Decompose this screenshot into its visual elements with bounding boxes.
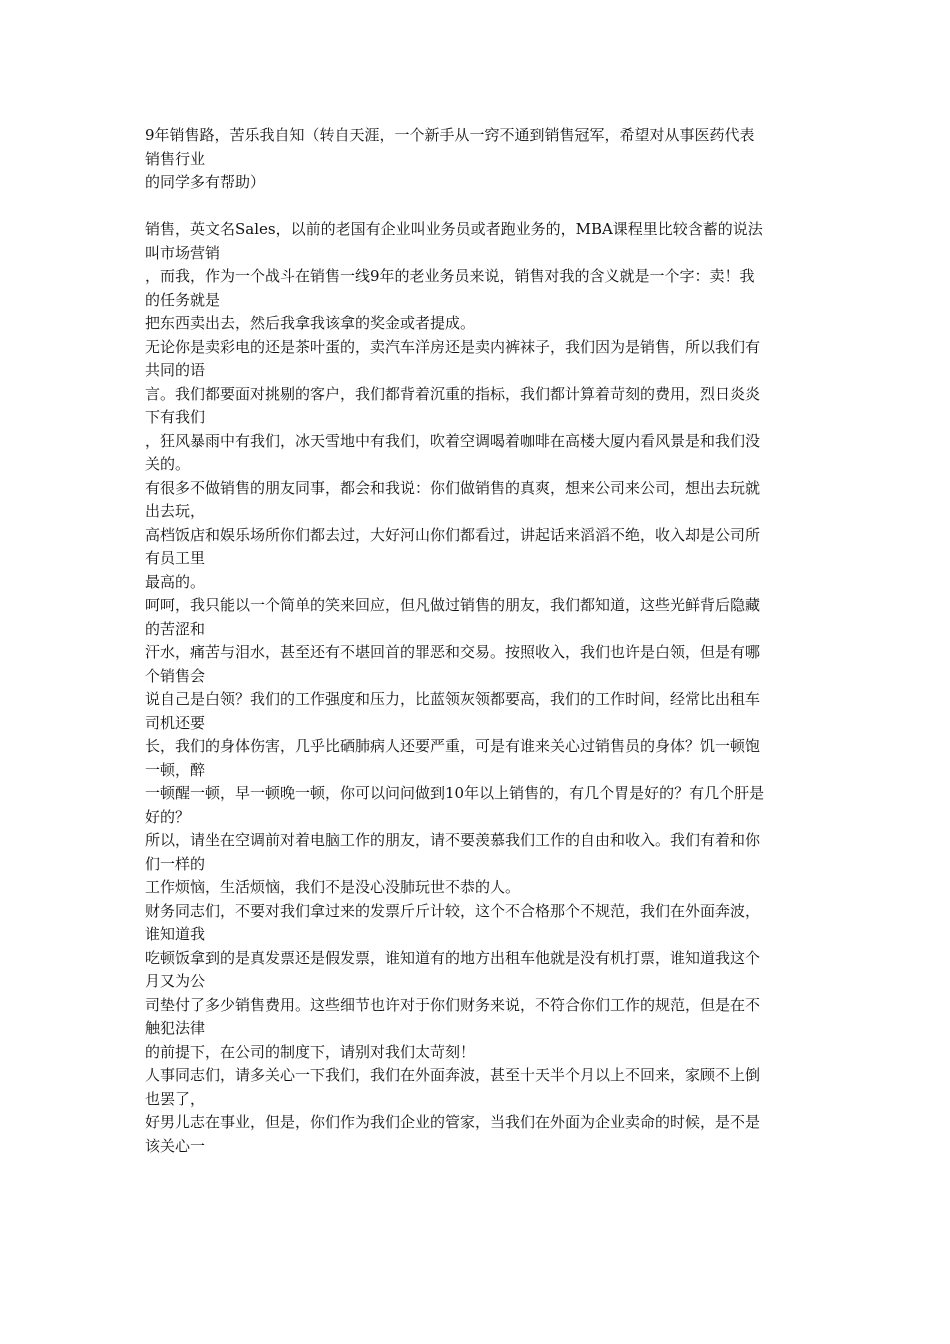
text-line: 触犯法律 [145, 1019, 206, 1037]
text-line: 谁知道我 [145, 925, 206, 943]
text-line: 吃顿饭拿到的是真发票还是假发票，谁知道有的地方出租车他就是没有机打票，谁知道我这个 [145, 948, 761, 967]
text-line: 出去玩， [145, 502, 206, 520]
text-line: 财务同志们，不要对我们拿过来的发票斤斤计较，这个不合格那个不规范，我们在外面奔波， [145, 901, 761, 920]
text-line: 该关心一 [145, 1136, 206, 1155]
title-line: 销售行业 [145, 149, 206, 168]
text-line: 长，我们的身体伤害，几乎比硒肺病人还要严重，可是有谁来关心过销售员的身体？饥一顿饱 [145, 737, 761, 755]
text-line: 也罢了， [145, 1089, 206, 1108]
text-line: 最高的。 [145, 572, 206, 591]
text-line: 叫市场营销 [145, 243, 221, 262]
text-line: 汗水，痛苦与泪水，甚至还有不堪回首的罪恶和交易。按照收入，我们也许是白领，但是有哪 [145, 643, 761, 661]
text-line: 个销售会 [145, 666, 206, 685]
text-line: 销售，英文名Sales，以前的老国有企业叫业务员或者跑业务的，MBA课程里比较含蓄的说法 [145, 220, 763, 238]
text-line: 有很多不做销售的朋友同事，都会和我说：你们做销售的真爽，想来公司来公司，想出去玩就 [145, 478, 761, 497]
text-line: 说自己是白领？我们的工作强度和压力，比蓝领灰领都要高，我们的工作时间，经常比出租车 [145, 690, 761, 708]
paragraph-gap [145, 195, 811, 219]
text-line: 共同的语 [145, 361, 206, 379]
text-line: ，狂风暴雨中有我们，冰天雪地中有我们，吹着空调喝着咖啡在高楼大厦内看风景是和我们没 [145, 431, 761, 450]
text-line: 的任务就是 [145, 290, 221, 309]
text-line: 司机还要 [145, 713, 206, 732]
text-line: 司垫付了多少销售费用。这些细节也许对于你们财务来说，不符合你们工作的规范，但是在不 [145, 995, 761, 1014]
text-line: 好的？ [145, 807, 191, 826]
text-line: 高档饭店和娱乐场所你们都去过，大好河山你们都看过，讲起话来滔滔不绝，收入却是公司所 [145, 525, 761, 544]
text-line: 无论你是卖彩电的还是茶叶蛋的，卖汽车洋房还是卖内裤袜子，我们因为是销售，所以我们有 [145, 337, 761, 356]
text-line: 呵呵，我只能以一个简单的笑来回应，但凡做过销售的朋友，我们都知道，这些光鲜背后隐藏 [145, 596, 761, 614]
text-line: 一顿醒一顿，早一顿晚一顿，你可以问问做到10年以上销售的，有几个胃是好的？有几个肝是 [145, 784, 765, 802]
text-line: 有员工里 [145, 549, 206, 567]
text-line: 把东西卖出去，然后我拿我该拿的奖金或者提成。 [145, 314, 476, 332]
text-line: 一顿，醉 [145, 760, 206, 779]
text-line: 们一样的 [145, 854, 206, 873]
text-line: 所以，请坐在空调前对着电脑工作的朋友，请不要羡慕我们工作的自由和收入。我们有着和你 [145, 831, 761, 849]
text-line: 的前提下，在公司的制度下，请别对我们太苛刻！ [145, 1042, 476, 1061]
title-line: 9年销售路，苦乐我自知（转自天涯，一个新手从一窍不通到销售冠军，希望对从事医药代表 [145, 126, 755, 144]
text-line: 言。我们都要面对挑剔的客户，我们都背着沉重的指标，我们都计算着苛刻的费用，烈日炎炎 [145, 384, 761, 403]
document-title [145, 124, 811, 195]
text-line: 人事同志们，请多关心一下我们，我们在外面奔波，甚至十天半个月以上不回来，家顾不上倒 [145, 1066, 761, 1084]
text-line: 关的。 [145, 455, 191, 473]
text-line: 月又为公 [145, 972, 206, 990]
text-line: 工作烦恼，生活烦恼，我们不是没心没肺玩世不恭的人。 [145, 878, 521, 896]
article-text [145, 218, 811, 1158]
text-line: 好男儿志在事业，但是，你们作为我们企业的管家，当我们在外面为企业卖命的时候，是不是 [145, 1113, 761, 1131]
title-line: 的同学多有帮助） [145, 173, 266, 191]
document-body [145, 124, 811, 1158]
text-line: 的苦涩和 [145, 619, 206, 638]
text-line: 下有我们 [145, 408, 206, 426]
text-line: ，而我，作为一个战斗在销售一线9年的老业务员来说，销售对我的含义就是一个字：卖！我 [145, 267, 755, 285]
